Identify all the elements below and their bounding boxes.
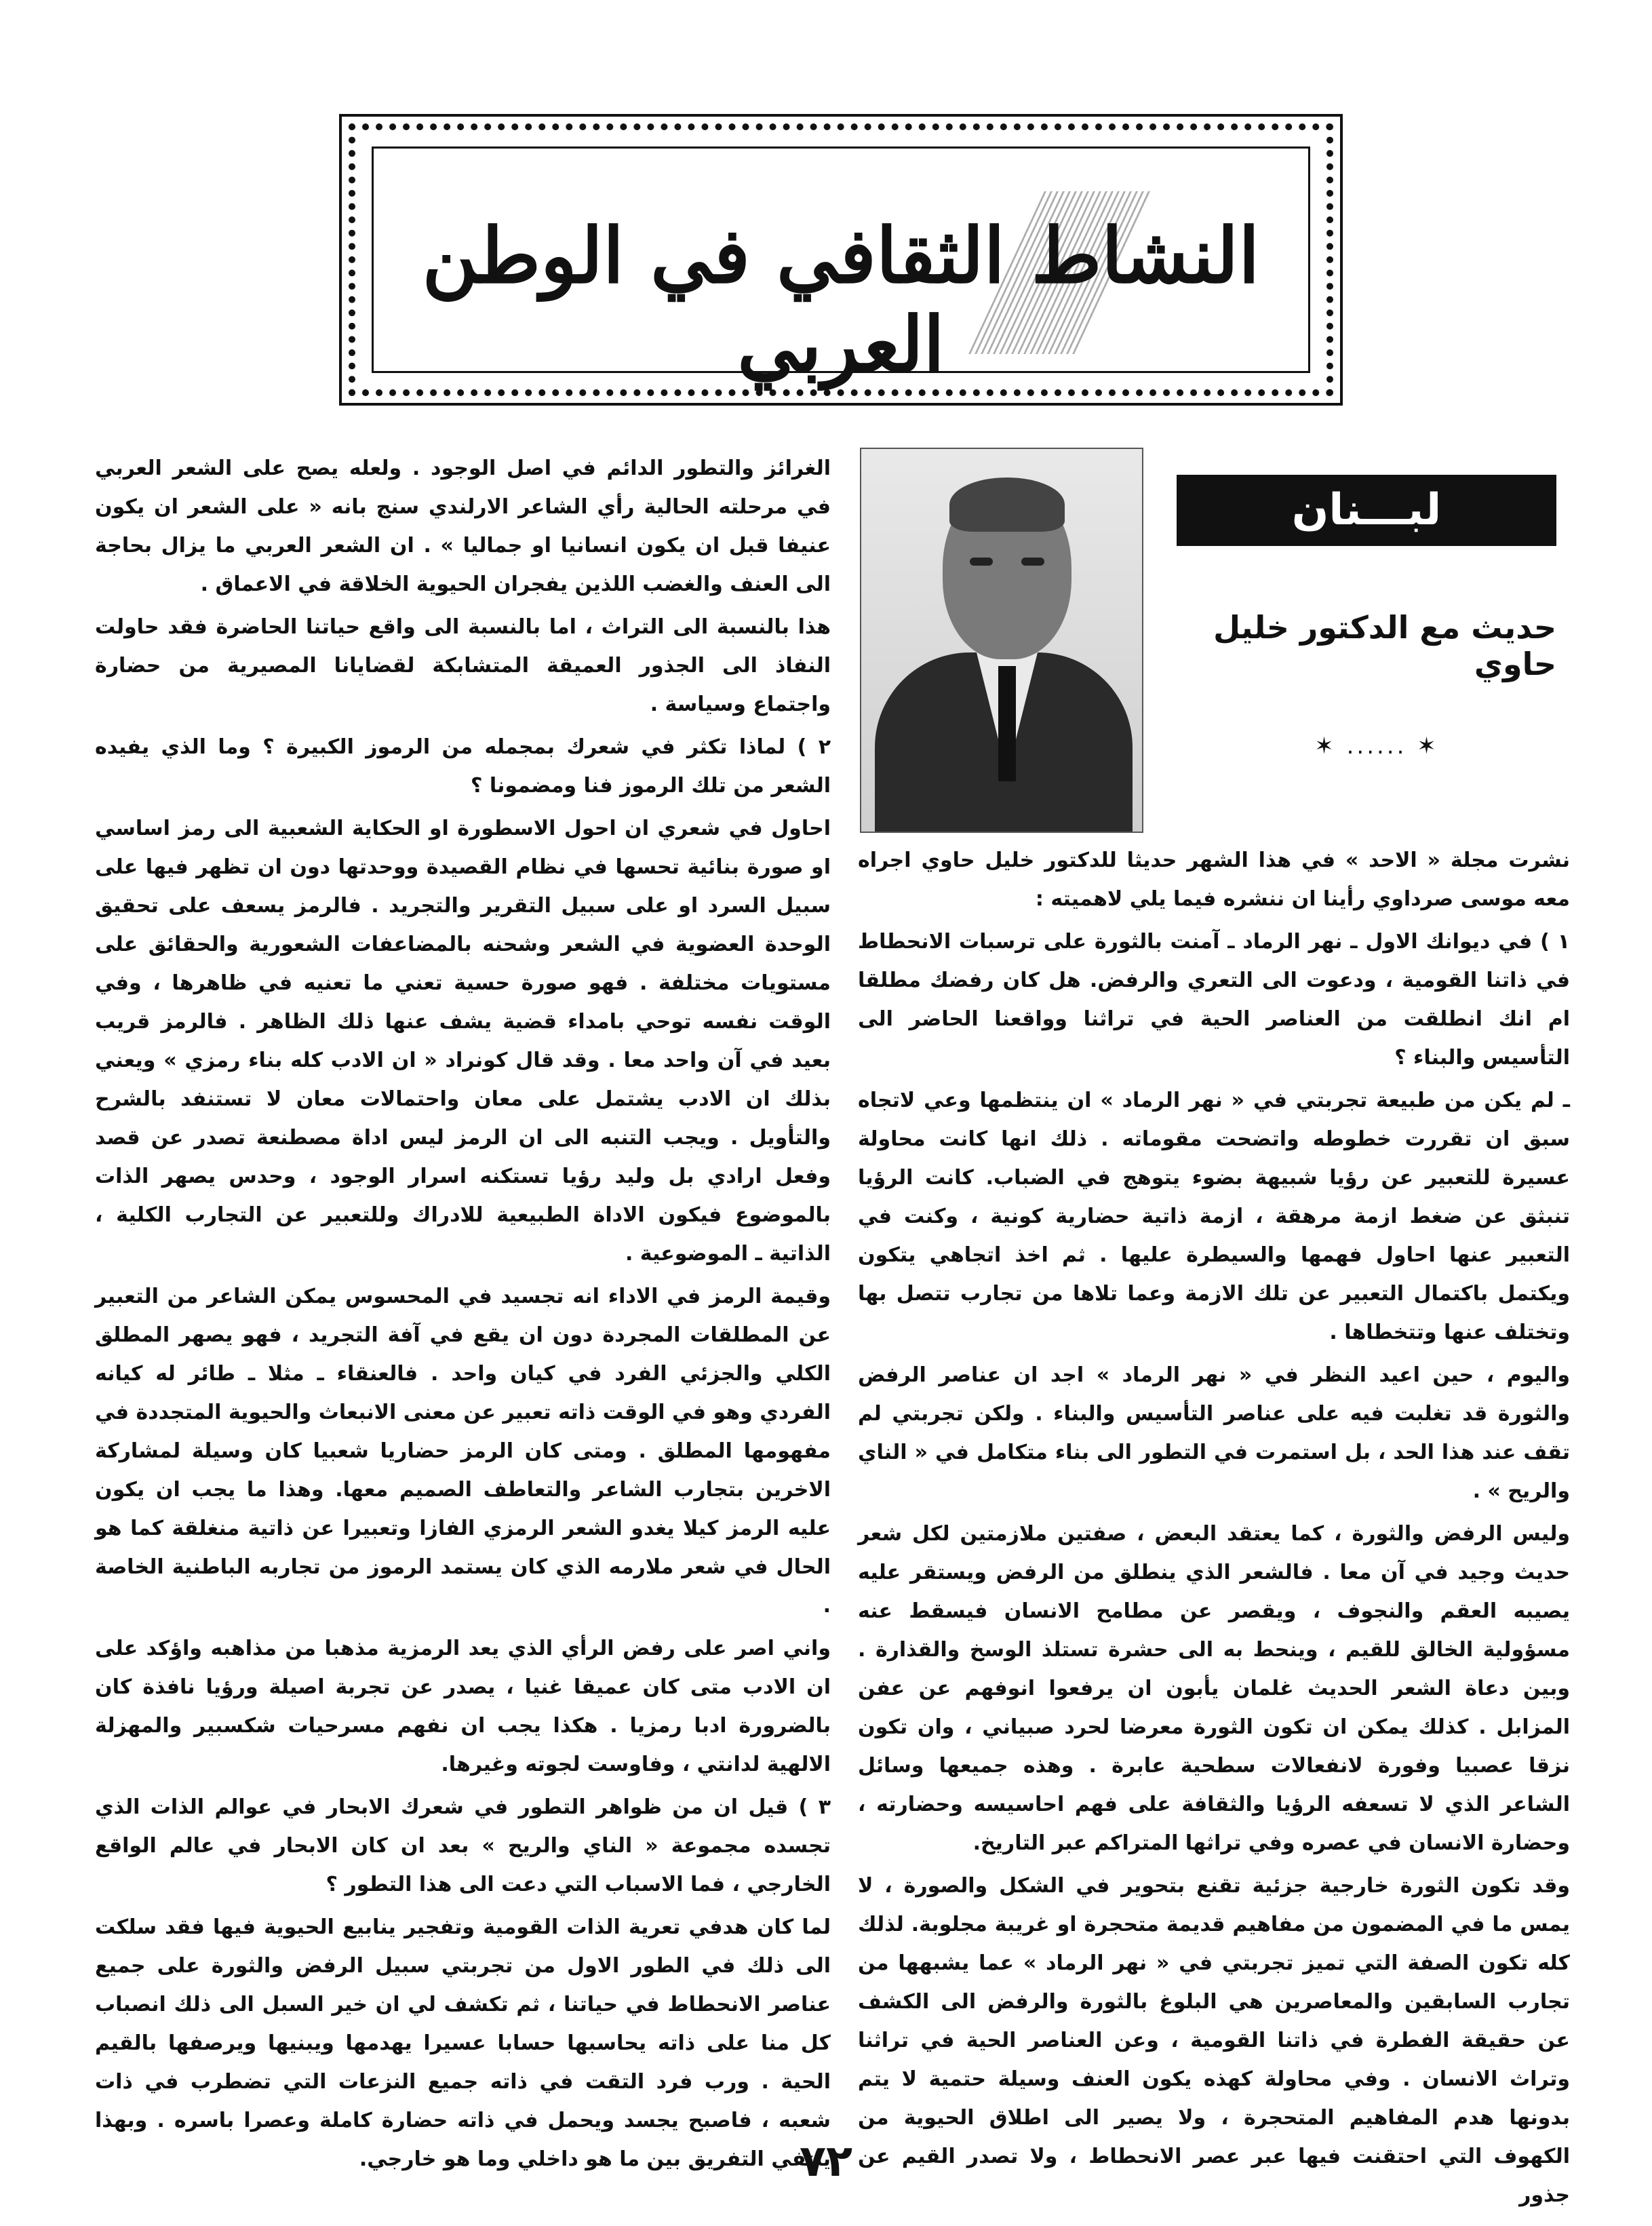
paragraph: هذا بالنسبة الى التراث ، اما بالنسبة الى واقع حياتنا الحاضرة فقد حاولت النفاذ الى الجذور العميقة المتشابكة لقضايانا المصيرية من حضارة واجتماع وسياسة .	[95, 615, 831, 716]
paragraph: نشرت مجلة « الاحد » في هذا الشهر حديثا للدكتور خليل حاوي اجراه معه موسى صرداوي رأينا ان ننشره فيما يلي لاهميته :	[858, 848, 1570, 911]
paragraph: ١ ) في ديوانك الاول ـ نهر الرماد ـ آمنت بالثورة على ترسبات الانحطاط في ذاتنا القومية ، ودعوت الى التعري والرفض. هل كان رفضك مطلقا ام انك انطلقت من العناصر الحية في تراثنا وواقعنا الحاضر الى التأسيس والبناء ؟	[858, 930, 1570, 1070]
paragraph: ـ لم يكن من طبيعة تجربتي في « نهر الرماد » ان ينتظمها وعي لاتجاه سبق ان تقررت خطوطه واتضحت مقوماته . ذلك انها كانت محاولة عسيرة للتعبير عن رؤيا شبيهة بضوء يتوهج في الضباب. كانت الرؤيا تنبثق عن ضغط ازمة مرهقة ، ازمة ذاتية حضارية كونية ، وكنت في التعبير عنها احاول فهمها والسيطرة عليها . ثم اخذ اتجاهي يتكون ويكتمل باكتمال التعبير عن تلك الازمة وعما تلاها من تجارب تتصل بها وتختلف عنها وتتخطاها .	[858, 1089, 1570, 1344]
left-text-column	[95, 449, 831, 2183]
ornament-divider: ✶ ...... ✶	[1314, 733, 1439, 760]
portrait-tie	[998, 666, 1016, 781]
paragraph: لما كان هدفي تعرية الذات القومية وتفجير ينابيع الحيوية فيها فقد سلكت الى ذلك في الطور الاول من تجربتي سبيل الرفض والثورة على جميع عناصر الانحطاط في حياتنا ، ثم تكشف لي ان خير السبل الى ذلك انصباب كل منا على ذاته يحاسبها حسابا عسيرا يهدمها ويبنيها ويرصفها بالقيم الحية . ورب فرد التقت في ذاته جميع النزعات التي تضطرب في ذات شعبه ، فاصبح يجسد ويحمل في ذاته حضارة كاملة وعصرا باسره . وبهذا ينتفي التفريق بين ما هو داخلي وما هو خارجي.	[95, 1915, 831, 2171]
paragraph: وليس الرفض والثورة ، كما يعتقد البعض ، صفتين ملازمتين لكل شعر حديث وجيد في آن معا . فالشعر الذي ينطلق من الرفض ويستقر عليه يصيبه العقم والنجوف ، ويقصر عن مطامح الانسان فيسقط عنه مسؤولية الخالق للقيم ، وينحط به الى حشرة تستلذ الوسخ والقذارة . وبين دعاة الشعر الحديث غلمان يأبون ان يرفعوا انوفهم عن عفن المزابل . كذلك يمكن ان تكون الثورة معرضا لحرد صبياني ، وان تكون نزقا عصبيا وفورة لانفعالات سطحية عابرة . وهذه جميعها وسائل الشاعر الذي لا تسعفه الرؤيا والثقافة على فهم احاسيسه وحضارته ، وحضارة الانسان في عصره وفي تراثها المتراكم عبر التاريخ.	[858, 1522, 1570, 1855]
section-header-banner	[339, 114, 1343, 406]
portrait-eye	[1021, 558, 1044, 566]
paragraph: ٢ ) لماذا تكثر في شعرك بمجمله من الرموز الكبيرة ؟ وما الذي يفيده الشعر من تلك الرموز فنا ومضمونا ؟	[95, 735, 831, 798]
paragraph: الغرائز والتطور الدائم في اصل الوجود . ولعله يصح على الشعر العربي في مرحلته الحالية رأي الشاعر الارلندي سنج بانه « على الشعر ان يكون عنيفا قبل ان يكون انسانيا او جماليا » . ان الشعر العربي ما يزال بحاجة الى العنف والغضب اللذين يفجران الحيوية الخلاقة في الاعماق .	[95, 456, 831, 596]
paragraph: ٣ ) قيل ان من ظواهر التطور في شعرك الابحار في عوالم الذات الذي تجسده مجموعة « الناي والريح » بعد ان كان الابحار في عالم الواقع الخارجي ، فما الاسباب التي دعت الى هذا التطور ؟	[95, 1795, 831, 1896]
paragraph: وقد تكون الثورة خارجية جزئية تقنع بتحوير في الشكل والصورة ، لا يمس ما في المضمون من مفاهيم قديمة متحجرة او غريبة مجلوبة. لذلك كله تكون الصفة التي تميز تجربتي في « نهر الرماد » عما يشبهها من تجارب السابقين والمعاصرين هي البلوغ بالثورة والرفض الى الكشف عن حقيقة الفطرة في ذاتنا القومية ، وعن العناصر الحية في تراثنا وتراث الانسان . وفي محاولة كهذه يكون العنف وسيلة حتمية لا يتم بدونها هدم المفاهيم المتحجرة ، ولا يصير الى اطلاق الحيوية من الكهوف التي احتقنت فيها عبر عصر الانحطاط ، ولا تصدر القيم عن جذور	[858, 1874, 1570, 2207]
page-number: ٧٢	[799, 2136, 853, 2187]
paragraph: احاول في شعري ان احول الاسطورة او الحكاية الشعبية الى رمز اساسي او صورة بنائية تحسها في نظام القصيدة ووحدتها دون ان تظهر فيها على سبيل السرد او على سبيل التقرير والتجريد . فالرمز يسعف على تحقيق الوحدة العضوية في الشعر وشحنه بالمضاعفات الشعورية والحقائق على مستويات مختلفة . فهو صورة حسية تعني ما تعنيه في ظاهرها ، وفي الوقت نفسه توحي بامداء قضية يشف عنها ذلك الظاهر . فالرمز قريب بعيد في آن واحد معا . وقد قال كونراد « ان الادب كله بناء رمزي » ويعني بذلك ان الادب يشتمل على معان واحتمالات معان لا تستنفد بالشرح والتأويل . ويجب التنبه الى ان الرمز ليس اداة مصطنعة تصدر عن قصد وفعل ارادي بل وليد رؤيا تستكنه اسرار الوجود ، وحدس يصهر الذات بالموضوع فيكون الاداة الطبيعية للادراك وللتعبير عن التجارب الكلية ، الذاتية ـ الموضوعية .	[95, 817, 831, 1266]
paragraph: واني اصر على رفض الرأي الذي يعد الرمزية مذهبا من مذاهبه واؤكد على ان الادب متى كان عميقا غنيا ، يصدر عن تجربة اصيلة ورؤيا نافذة كان بالضرورة ادبا رمزيا . هكذا يجب ان نفهم مسرحيات شكسبير والمهزلة الالهية لدانتي ، وفاوست لجوته وغيرها.	[95, 1637, 831, 1776]
portrait-hair	[949, 477, 1065, 532]
section-title: النشاط الثقافي في الوطن العربي	[422, 212, 1260, 389]
author-portrait-photo	[860, 448, 1143, 833]
portrait-eye	[970, 558, 993, 566]
paragraph: واليوم ، حين اعيد النظر في « نهر الرماد » اجد ان عناصر الرفض والثورة قد تغلبت فيه على عناصر التأسيس والبناء . ولكن تجربتي لم تقف عند هذا الحد ، بل استمرت في التطور الى بناء متكامل في « الناي والريح » .	[858, 1363, 1570, 1503]
paragraph: وقيمة الرمز في الاداء انه تجسيد في المحسوس يمكن الشاعر من التعبير عن المطلقات المجردة دون ان يقع في آفة التجريد ، فهو يصهر المطلق الكلي والجزئي الفرد في كيان واحد . فالعنقاء ـ مثلا ـ طائر له كيانه الفردي وهو في الوقت ذاته تعبير عن معنى الانبعاث والحيوية المتجددة في مفهومها المطلق . ومتى كان الرمز حضاريا شعبيا كان وسيلة لمشاركة الاخرين بتجارب الشاعر والتعاطف الصميم معها. وهذا ما يجب ان يكون عليه الرمز كيلا يغدو الشعر الرمزي الفازا وتعبيرا عن ذاتية منغلقة كما هو الحال في شعر ملارمه الذي كان يستمد الرموز من تجاربه الباطنية الخاصة .	[95, 1285, 831, 1618]
interview-title: حديث مع الدكتور خليل حاوي	[1213, 609, 1556, 682]
right-text-column	[858, 841, 1570, 2219]
country-label: لبـــنان	[1177, 475, 1556, 546]
